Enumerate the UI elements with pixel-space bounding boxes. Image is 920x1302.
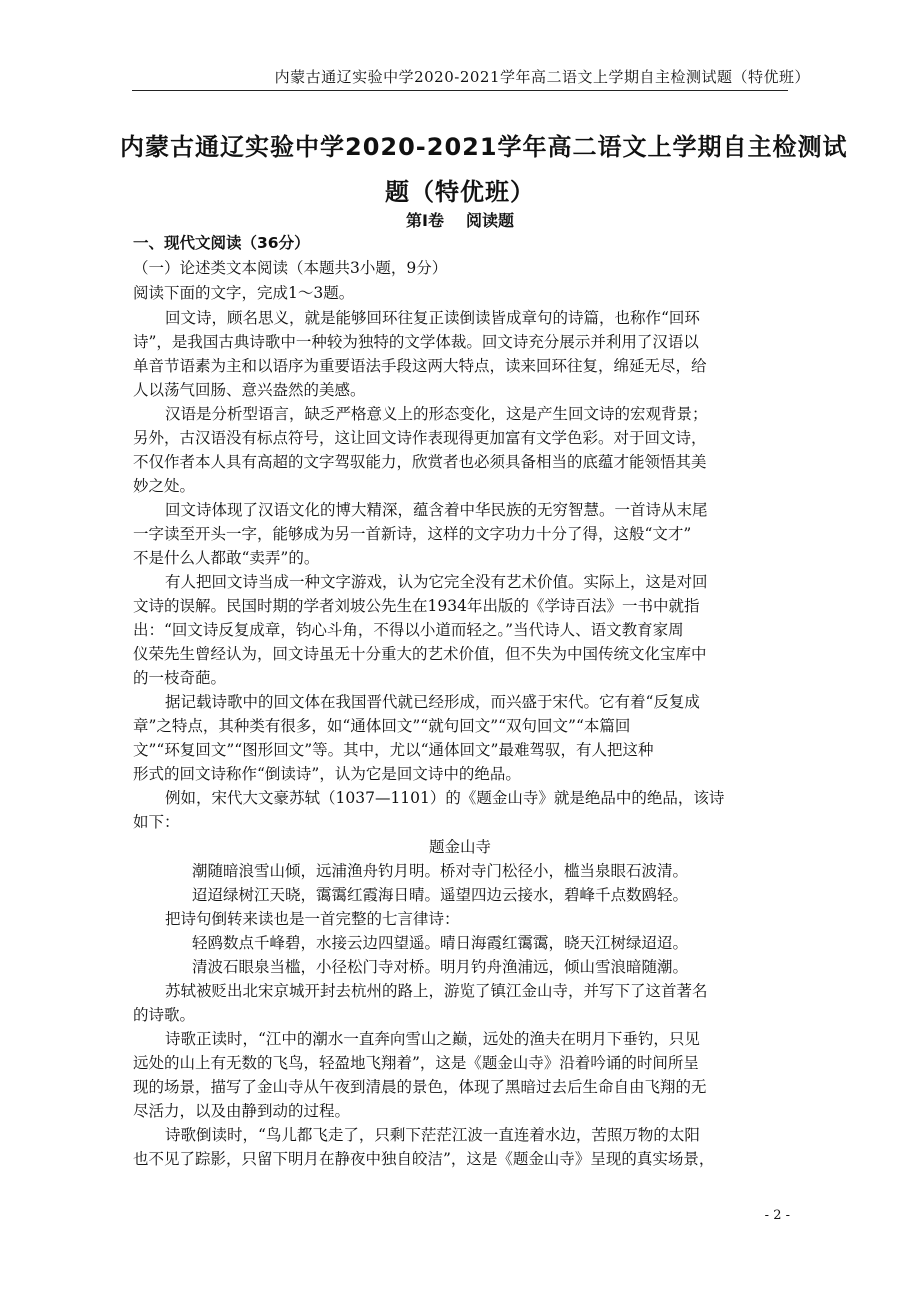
poem-line: 轻鸥数点千峰碧，水接云边四望遥。晴日海霞红霭霭，晓天江树绿迢迢。 xyxy=(192,934,689,952)
section-heading: 一、现代文阅读（36分） xyxy=(133,234,310,252)
paragraph-line: 不仅作者本人具有高超的文字驾驭能力，欣赏者也必须具备相当的底蕴才能领悟其美 xyxy=(133,453,707,471)
paragraph-line: 人以荡气回肠、意兴盎然的美感。 xyxy=(133,381,366,399)
poem-line: 潮随暗浪雪山倾，远浦渔舟钓月明。桥对寺门松径小，槛当泉眼石波清。 xyxy=(192,862,689,880)
paragraph-line: 诗”，是我国古典诗歌中一种较为独特的文学体裁。回文诗充分展示并利用了汉语以 xyxy=(133,333,699,351)
paragraph-line: 如下： xyxy=(133,813,180,831)
poem-line: 清波石眼泉当槛，小径松门寺对桥。明月钓舟渔浦远，倾山雪浪暗随潮。 xyxy=(192,958,689,976)
paragraph-line: 形式的回文诗称作“倒读诗”，认为它是回文诗中的绝品。 xyxy=(133,765,521,783)
paragraph-line: 苏轼被贬出北宋京城开封去杭州的路上，游览了镇江金山寺，并写下了这首著名 xyxy=(165,982,708,1000)
paragraph-line: 文”“环复回文”“图形回文”等。其中，尤以“通体回文”最难驾驭，有人把这种 xyxy=(133,741,654,759)
part-name: 阅读题 xyxy=(465,211,514,230)
paragraph-line: 文诗的误解。民国时期的学者刘坡公先生在1934年出版的《学诗百法》一书中就指 xyxy=(133,597,700,615)
paragraph-line: 回文诗体现了汉语文化的博大精深，蕴含着中华民族的无穷智慧。一首诗从末尾 xyxy=(165,501,708,519)
page-number: - 2 - xyxy=(764,1208,790,1223)
paragraph-line: 仪荣先生曾经认为，回文诗虽无十分重大的艺术价值，但不失为中国传统文化宝库中 xyxy=(133,645,707,663)
subsection-heading: （一）论述类文本阅读（本题共3小题，9分） xyxy=(133,259,448,277)
paragraph-line: 不是什么人都敢“卖弄”的。 xyxy=(133,549,320,567)
paragraph-line: 的诗歌。 xyxy=(133,1006,196,1024)
paragraph-line: 回文诗，顾名思义，就是能够回环往复正读倒读皆成章句的诗篇，也称作“回环 xyxy=(165,309,700,327)
paragraph-line: 诗歌正读时，“江中的潮水一直奔向雪山之巅，远处的渔夫在明月下垂钓，只见 xyxy=(165,1030,700,1048)
part-heading xyxy=(0,208,920,231)
instruction-line: 阅读下面的文字，完成1～3题。 xyxy=(133,284,355,302)
poem-title: 题金山寺 xyxy=(428,838,491,856)
paragraph-line: 有人把回文诗当成一种文字游戏，认为它完全没有艺术价值。实际上，这是对回 xyxy=(165,573,708,591)
document-title-line-2: 题（特优班） xyxy=(385,178,535,206)
paragraph-line: 章”之特点，其种类有很多，如“通体回文”“就句回文”“双句回文”“本篇回 xyxy=(133,717,631,735)
paragraph-line: 另外，古汉语没有标点符号，这让回文诗作表现得更加富有文学色彩。对于回文诗， xyxy=(133,429,707,447)
paragraph-line: 出：“回文诗反复成章，钧心斗角，不得以小道而轻之。”当代诗人、语文教育家周 xyxy=(133,621,684,639)
paragraph-line: 尽活力，以及由静到动的过程。 xyxy=(133,1102,351,1120)
paragraph-line: 据记载诗歌中的回文体在我国晋代就已经形成，而兴盛于宋代。它有着“反复成 xyxy=(165,693,700,711)
paragraph-line: 把诗句倒转来读也是一首完整的七言律诗： xyxy=(165,910,460,928)
paragraph-line: 一字读至开头一字，能够成为另一首新诗，这样的文字功力十分了得，这般“文才” xyxy=(133,525,692,543)
paragraph-line: 妙之处。 xyxy=(133,477,196,495)
paragraph-line: 也不见了踪影，只留下明月在静夜中独自皎洁”，这是《题金山寺》呈现的真实场景， xyxy=(133,1150,715,1168)
document-title-line-1: 内蒙古通辽实验中学2020-2021学年高二语文上学期自主检测试 xyxy=(120,133,848,161)
poem-line: 迢迢绿树江天晓，霭霭红霞海日晴。遥望四边云接水，碧峰千点数鸥轻。 xyxy=(192,886,689,904)
paragraph-line: 的一枝奇葩。 xyxy=(133,669,227,687)
running-header: 内蒙古通辽实验中学2020-2021学年高二语文上学期自主检测试题（特优班） xyxy=(274,68,810,86)
paragraph-line: 远处的山上有无数的飞鸟，轻盈地飞翔着”，这是《题金山寺》沿着吟诵的时间所呈 xyxy=(133,1054,699,1072)
paragraph-line: 现的场景，描写了金山寺从午夜到清晨的景色，体现了黑暗过去后生命自由飞翔的无 xyxy=(133,1078,707,1096)
paragraph-line: 例如，宋代大文豪苏轼（1037—1101）的《题金山寺》就是绝品中的绝品，该诗 xyxy=(165,789,725,807)
paragraph-line: 单音节语素为主和以语序为重要语法手段这两大特点，读来回环往复，绵延无尽，给 xyxy=(133,357,707,375)
header-rule xyxy=(132,90,788,91)
paragraph-line: 汉语是分析型语言，缺乏严格意义上的形态变化，这是产生回文诗的宏观背景； xyxy=(165,405,708,423)
paragraph-line: 诗歌倒读时，“鸟儿都飞走了，只剩下茫茫江波一直连着水边，苦照万物的太阳 xyxy=(165,1126,700,1144)
part-label: 第Ⅰ卷 xyxy=(406,211,444,230)
